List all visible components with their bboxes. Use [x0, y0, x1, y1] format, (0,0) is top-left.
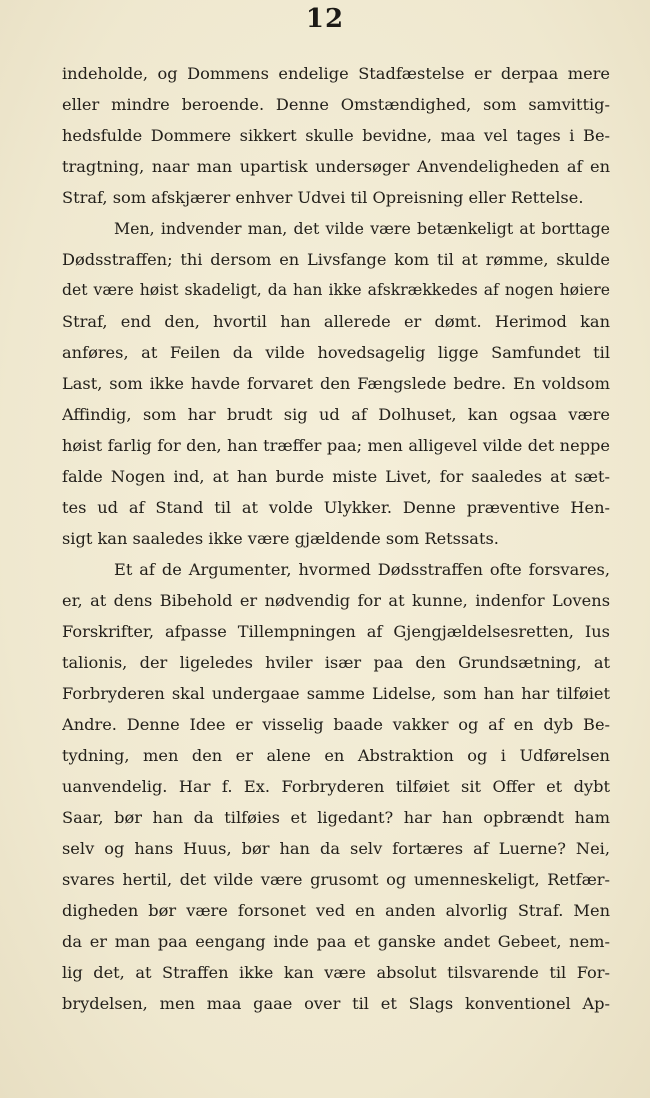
- text-line: hedsfulde Dommere sikkert skulle bevidne, maa vel tages i Be-: [62, 126, 610, 145]
- text-line: da er man paa eengang inde paa et ganske andet Gebeet, nem-: [62, 932, 610, 951]
- text-line: digheden bør være forsonet ved en anden alvorlig Straf. Men: [62, 901, 610, 920]
- text-line: Saar, bør han da tilføies et ligedant? har han opbrændt ham: [62, 808, 610, 827]
- text-line: sigt kan saaledes ikke være gjældende som Retssats.: [62, 529, 499, 548]
- text-line: eller mindre beroende. Denne Omstændighed, som samvittig-: [62, 95, 610, 114]
- text-line: det være høist skadeligt, da han ikke afskrækkedes af nogen høiere: [62, 281, 610, 299]
- text-line: Forskrifter, afpasse Tillempningen af Gjengjældelsesretten, Ius: [62, 622, 610, 641]
- text-line: Dødsstraffen; thi dersom en Livsfange kom til at rømme, skulde: [62, 250, 610, 269]
- text-line: Forbryderen skal undergaae samme Lidelse, som han har tilføiet: [62, 684, 610, 703]
- text-line: anføres, at Feilen da vilde hovedsagelig ligge Samfundet til: [62, 343, 610, 362]
- text-line: Et af de Argumenter, hvormed Dødsstraffen ofte forsvares,: [114, 560, 610, 579]
- text-line: lig det, at Straffen ikke kan være absolut tilsvarende til For-: [62, 963, 610, 982]
- text-line: Straf, som afskjærer enhver Udvei til Opreisning eller Rettelse.: [62, 188, 584, 207]
- page-number: 12: [305, 4, 345, 34]
- text-line: er, at dens Bibehold er nødvendig for at kunne, indenfor Lovens: [62, 591, 610, 610]
- text-line: Affindig, som har brudt sig ud af Dolhuset, kan ogsaa være: [62, 405, 610, 424]
- text-line: svares hertil, det vilde være grusomt og umenneskeligt, Retfær-: [62, 870, 610, 889]
- text-line: tragtning, naar man upartisk undersøger Anvendeligheden af en: [62, 157, 610, 176]
- text-line: Andre. Denne Idee er visselig baade vakker og af en dyb Be-: [62, 715, 610, 734]
- text-line: tes ud af Stand til at volde Ulykker. Denne præventive Hen-: [62, 498, 610, 517]
- text-line: Last, som ikke havde forvaret den Fængslede bedre. En voldsom: [62, 374, 610, 393]
- body-text: [62, 58, 610, 1019]
- text-line: selv og hans Huus, bør han da selv fortæres af Luerne? Nei,: [62, 839, 610, 858]
- text-line: høist farlig for den, han træffer paa; men alligevel vilde det neppe: [62, 436, 610, 455]
- text-line: tydning, men den er alene en Abstraktion og i Udførelsen: [62, 746, 610, 765]
- text-line: talionis, der ligeledes hviler især paa den Grundsætning, at: [62, 653, 610, 672]
- text-line: Men, indvender man, det vilde være betænkeligt at borttage: [114, 219, 610, 238]
- text-line: falde Nogen ind, at han burde miste Livet, for saaledes at sæt-: [62, 467, 610, 486]
- text-line: indeholde, og Dommens endelige Stadfæstelse er derpaa mere: [62, 64, 610, 83]
- text-line: Straf, end den, hvortil han allerede er dømt. Herimod kan: [62, 312, 610, 331]
- text-line: brydelsen, men maa gaae over til et Slags konventionel Ap-: [62, 994, 610, 1013]
- text-line: uanvendelig. Har f. Ex. Forbryderen tilføiet sit Offer et dybt: [62, 777, 610, 796]
